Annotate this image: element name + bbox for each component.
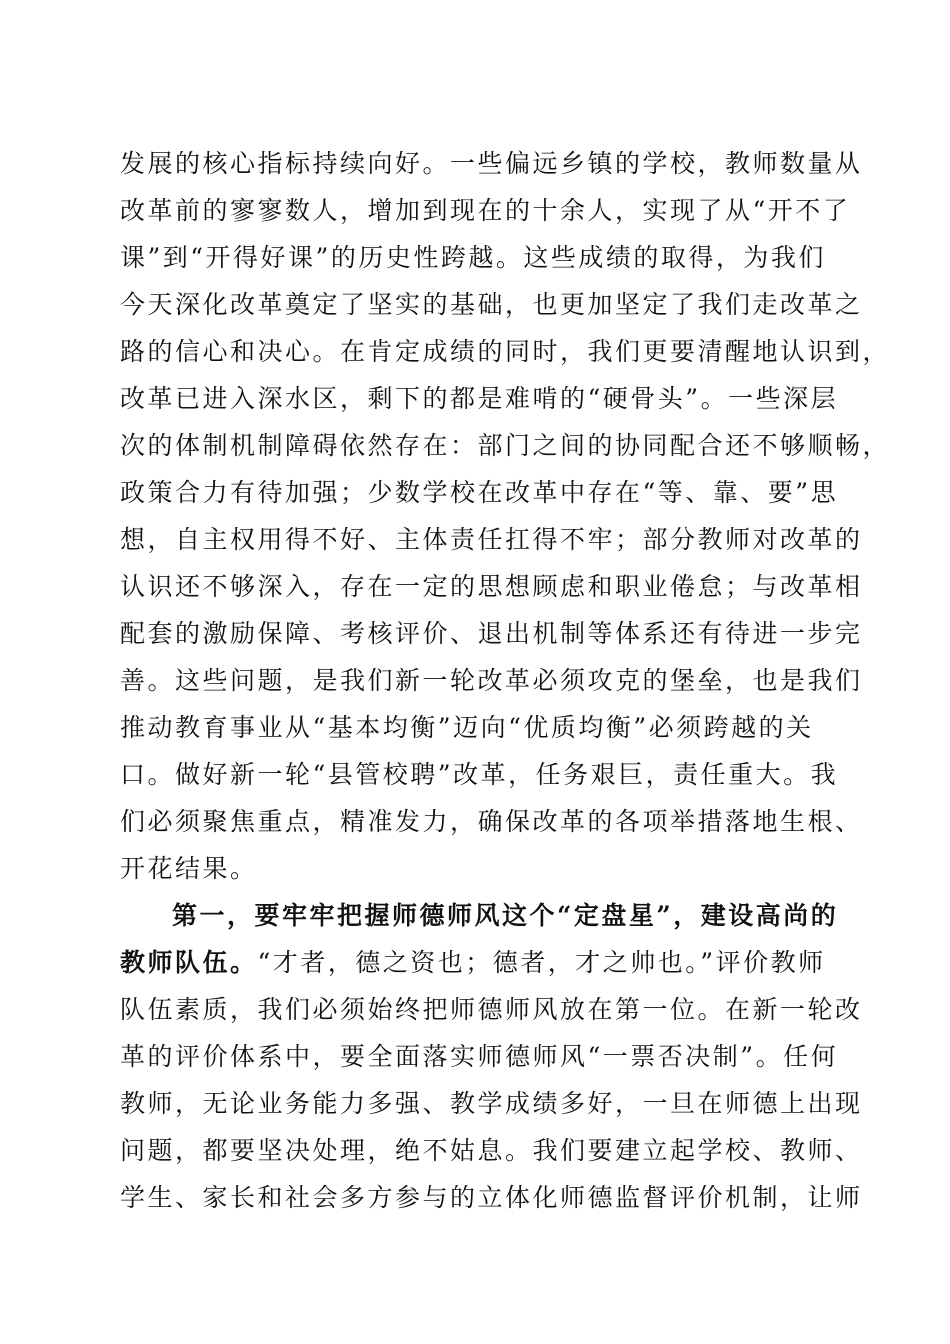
paragraph-line: 发展的核心指标持续向好。一些偏远乡镇的学校，教师数量从: [120, 149, 863, 178]
paragraph-line: 想，自主权用得不好、主体责任扛得不牢；部分教师对改革的: [120, 525, 863, 554]
paragraph-line: 今天深化改革奠定了坚实的基础，也更加坚定了我们走改革之: [120, 290, 863, 319]
paragraph-line: 路的信心和决心。在肯定成绩的同时，我们更要清醒地认识到，: [120, 337, 891, 366]
paragraph-2: [120, 892, 863, 1221]
paragraph-line: 善。这些问题，是我们新一轮改革必须攻克的堡垒，也是我们: [120, 666, 863, 695]
document-body: [120, 140, 891, 1221]
paragraph-line: 问题，都要坚决处理，绝不姑息。我们要建立起学校、教师、: [120, 1136, 863, 1165]
paragraph-line: 们必须聚焦重点，精准发力，确保改革的各项举措落地生根、: [120, 807, 863, 836]
paragraph-line: 革的评价体系中，要全面落实师德师风“一票否决制”。任何: [120, 1042, 839, 1071]
paragraph-line: 改革已进入深水区，剩下的都是难啃的“硬骨头”。一些深层: [120, 384, 839, 413]
section-heading-line: 第一，要牢牢把握师德师风这个“定盘星”，建设高尚的: [172, 901, 839, 930]
paragraph-line: 政策合力有待加强；少数学校在改革中存在“等、靠、要”思: [120, 478, 839, 507]
section-heading-continuation: 教师队伍。: [120, 948, 258, 977]
paragraph-1: [120, 140, 891, 892]
paragraph-line: [120, 939, 830, 986]
paragraph-line: 推动教育事业从“基本均衡”迈向“优质均衡”必须跨越的关: [120, 713, 814, 742]
paragraph-line: 改革前的寥寥数人，增加到现在的十余人，实现了从“开不了: [120, 196, 851, 225]
paragraph-line: 口。做好新一轮“县管校聘”改革，任务艰巨，责任重大。我: [120, 760, 839, 789]
paragraph-line: 学生、家长和社会多方参与的立体化师德监督评价机制，让师: [120, 1183, 863, 1212]
paragraph-line: 开花结果。: [120, 854, 258, 883]
paragraph-line: 配套的激励保障、考核评价、退出机制等体系还有待进一步完: [120, 619, 863, 648]
paragraph-line: 次的体制机制障碍依然存在：部门之间的协同配合还不够顺畅，: [120, 431, 891, 460]
paragraph-line: 认识还不够深入，存在一定的思想顾虑和职业倦怠；与改革相: [120, 572, 863, 601]
paragraph-line: 队伍素质，我们必须始终把师德师风放在第一位。在新一轮改: [120, 995, 863, 1024]
paragraph-line: 课”到“开得好课”的历史性跨越。这些成绩的取得，为我们: [120, 243, 826, 272]
paragraph-line: 教师，无论业务能力多强、教学成绩多好，一旦在师德上出现: [120, 1089, 863, 1118]
quote-text: “才者，德之资也；德者，才之帅也。”评价教师: [257, 948, 826, 977]
